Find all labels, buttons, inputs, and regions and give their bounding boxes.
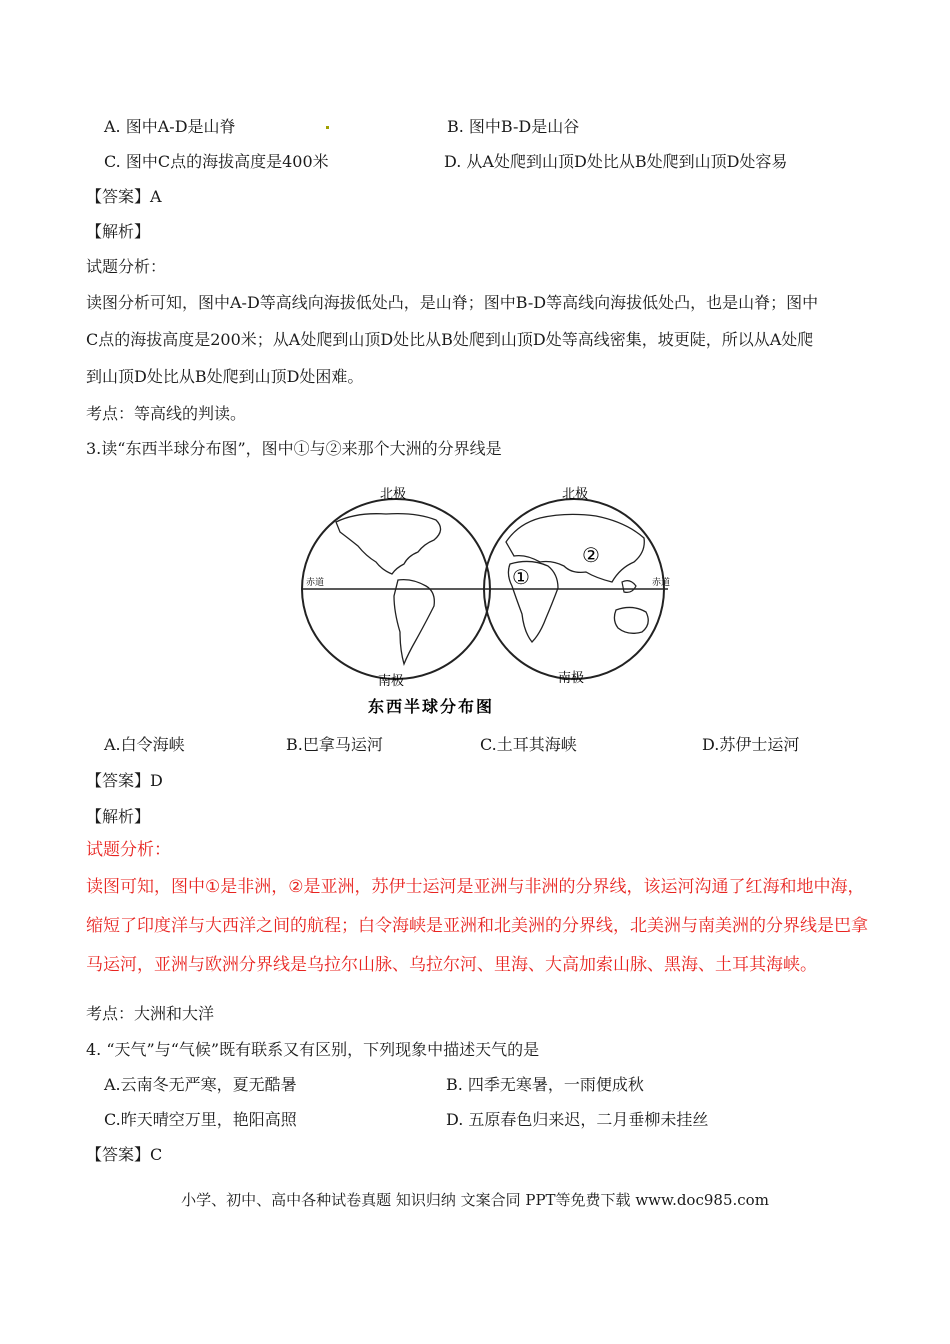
q3-answer: 【答案】D xyxy=(86,771,163,790)
q2-kaodian: 考点：等高线的判读。 xyxy=(86,404,247,423)
south-america-outline xyxy=(394,580,434,664)
q3-analysis-line-3: 马运河，亚洲与欧洲分界线是乌拉尔山脉、乌拉尔河、里海、大高加索山脉、黑海、土耳其海峡。 xyxy=(86,955,817,975)
q2-analysis-label: 试题分析： xyxy=(86,257,167,276)
q3-option-c: C.土耳其海峡 xyxy=(480,735,577,754)
south-pole-label-left: 南极 xyxy=(378,674,405,689)
hemispheres-map-figure xyxy=(296,482,678,718)
q2-analysis-line-2: C点的海拔高度是200米；从A处爬到山顶D处比从B处爬到山顶D处等高线密集，坡更陡，所以从A处爬 xyxy=(86,330,814,349)
equator-label-left: 赤道 xyxy=(306,578,325,588)
q3-analysis-title: 【解析】 xyxy=(86,807,151,826)
figure-caption: 东西半球分布图 xyxy=(368,697,495,716)
equator-label-right: 赤道 xyxy=(652,578,671,588)
q4-stem: 4. “天气”与“气候”既有联系又有区别，下列现象中描述天气的是 xyxy=(86,1040,540,1059)
q3-analysis-line-2: 缩短了印度洋与大西洋之间的航程；白令海峡是亚洲和北美洲的分界线，北美洲与南美洲的分界线是巴拿 xyxy=(86,916,868,936)
q2-analysis-title: 【解析】 xyxy=(86,222,151,241)
q2-option-b: B. 图中B-D是山谷 xyxy=(447,117,580,136)
southeast-asia-islands xyxy=(622,581,636,593)
marker-2: ② xyxy=(582,543,600,567)
australia-outline xyxy=(614,607,648,633)
q4-option-b: B. 四季无寒暑，一雨便成秋 xyxy=(446,1075,644,1094)
q4-option-c: C.昨天晴空万里，艳阳高照 xyxy=(104,1110,297,1129)
south-pole-label-right: 南极 xyxy=(558,671,585,686)
q3-stem: 3.读“东西半球分布图”，图中①与②来那个大洲的分界线是 xyxy=(86,439,502,458)
q4-option-d: D. 五原春色归来迟，二月垂柳未挂丝 xyxy=(446,1110,709,1129)
q3-option-d: D.苏伊士运河 xyxy=(702,735,800,754)
q3-analysis-line-1: 读图可知，图中①是非洲，②是亚洲，苏伊士运河是亚洲与非洲的分界线，该运河沟通了红海和地中海， xyxy=(86,877,865,897)
q3-analysis-label: 试题分析： xyxy=(86,840,171,860)
north-pole-label-right: 北极 xyxy=(562,487,589,502)
q3-kaodian: 考点：大洲和大洋 xyxy=(86,1004,215,1023)
q3-option-a: A.白令海峡 xyxy=(104,735,185,754)
q2-option-a: A. 图中A-D是山脊 xyxy=(104,117,236,136)
q2-analysis-line-3: 到山顶D处比从B处爬到山顶D处困难。 xyxy=(86,367,364,386)
marker-1: ① xyxy=(512,565,530,589)
north-pole-label-left: 北极 xyxy=(380,487,407,502)
north-america-outline xyxy=(336,514,441,574)
q2-option-c: C. 图中C点的海拔高度是400米 xyxy=(104,152,329,171)
page-footer: 小学、初中、高中各种试卷真题 知识归纳 文案合同 PPT等免费下载 www.doc985.com xyxy=(181,1191,769,1209)
q2-option-d: D. 从A处爬到山顶D处比从B处爬到山顶D处容易 xyxy=(444,152,788,171)
q4-answer: 【答案】C xyxy=(86,1145,163,1164)
q3-option-b: B.巴拿马运河 xyxy=(286,735,383,754)
q4-option-a: A.云南冬无严寒，夏无酷暑 xyxy=(104,1075,297,1094)
q2-answer: 【答案】A xyxy=(86,187,162,206)
q2-analysis-line-1: 读图分析可知，图中A-D等高线向海拔低处凸，是山脊；图中B-D等高线向海拔低处凸，也是山脊；图中 xyxy=(86,293,819,312)
stray-dot xyxy=(326,126,329,129)
